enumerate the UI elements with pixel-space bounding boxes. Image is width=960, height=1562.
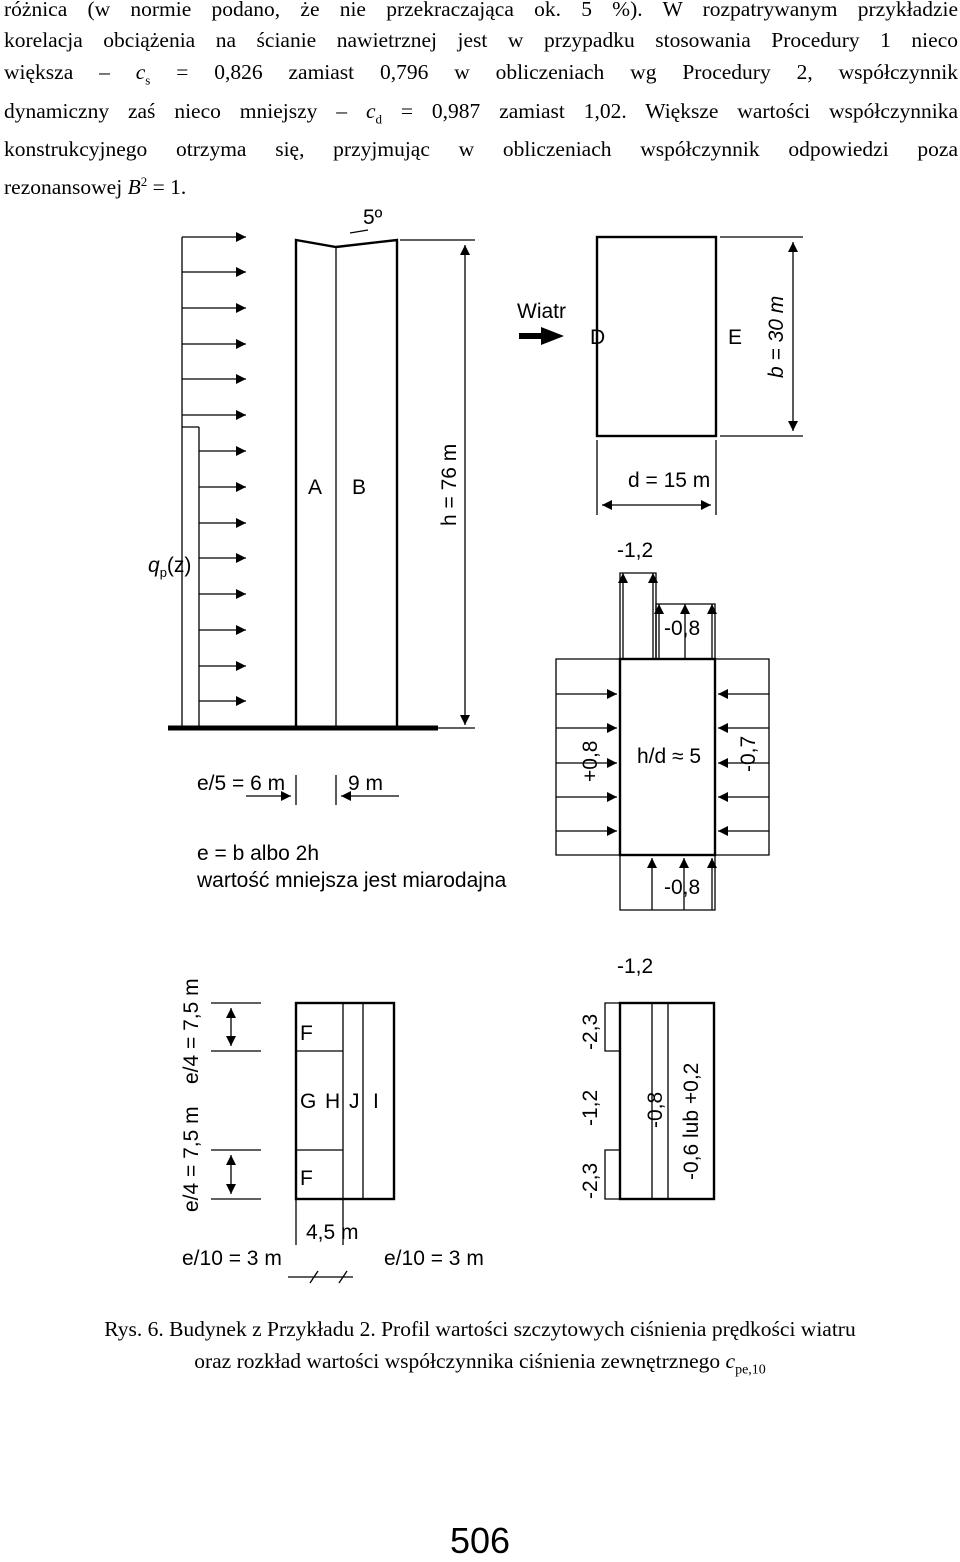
- text-line: różnica (w normie podano, że nie przekraczająca ok. 5 %). W rozpatrywanym przykładzie: [4, 0, 958, 21]
- wind-label: Wiatr: [517, 300, 566, 323]
- e4-label: e/4 = 7,5 m: [180, 1106, 203, 1212]
- coef-label: -1,2: [579, 1089, 602, 1126]
- roof-angle-label: 5º: [363, 206, 383, 229]
- qp-label: $q_p(z)$: [148, 554, 192, 580]
- caption-line: oraz rozkład wartości współczynnika ciśnienia zewnętrznego $c_{pe,10}$: [194, 1349, 766, 1378]
- coef-label: -0,8: [664, 876, 701, 899]
- zone-h-label: H: [325, 1090, 341, 1113]
- e10-label: e/10 = 3 m: [182, 1247, 282, 1270]
- zone-a-label: A: [308, 476, 323, 499]
- zone-g-label: G: [300, 1090, 317, 1113]
- wind-arrow-icon: [519, 327, 564, 345]
- width-label: 4,5 m: [306, 1221, 359, 1244]
- page-number: 506: [449, 1520, 511, 1561]
- zone-f-label: F: [300, 1167, 313, 1190]
- coef-label: -0,6 lub +0,2: [680, 1062, 703, 1180]
- text-line: rezonansowej $B^2 = 1$.: [4, 173, 187, 199]
- coef-label: +0,8: [579, 740, 602, 782]
- coef-label: -0,8: [664, 617, 701, 640]
- pressure-profile: [182, 237, 246, 727]
- text-line: dynamiczny zaś nieco mniejszy – $c_d = 0,987$ zamiast 1,02. Większe wartości współczynnika: [4, 98, 959, 126]
- e-definition-note: wartość mniejsza jest miarodajna: [197, 869, 507, 892]
- coef-label: -1,2: [617, 539, 654, 562]
- coef-label: -0,7: [737, 735, 760, 772]
- text-line: konstrukcyjnego otrzyma się, przyjmując w obliczeniach współczynnik odpowiedzi poza: [4, 137, 958, 162]
- coef-label: -0,8: [644, 1091, 667, 1128]
- e4-label: e/4 = 7,5 m: [180, 978, 203, 1084]
- coef-label: -2,3: [579, 1013, 602, 1050]
- zone-j-label: J: [349, 1090, 360, 1113]
- angle-leader: [350, 230, 368, 233]
- b-dimension-label: b = 30 m: [765, 295, 788, 378]
- hd-ratio-label: h/d ≈ 5: [637, 745, 702, 768]
- d-dimension-label: d = 15 m: [628, 469, 711, 492]
- zone-i-label: I: [373, 1090, 379, 1113]
- e-definition: e = b albo 2h: [197, 842, 320, 865]
- figure-caption: [0, 1313, 960, 1386]
- zone-d-label: D: [590, 326, 606, 349]
- zone-e-label: E: [728, 326, 743, 349]
- text-line: korelacja obciążenia na ścianie nawietrznej jest w przypadku stosowania Procedury 1 nieco: [4, 28, 958, 53]
- caption-line: Rys. 6. Budynek z Przykładu 2. Profil wartości szczytowych ciśnienia prędkości wiatru: [104, 1317, 856, 1341]
- zone-b-label: B: [352, 476, 367, 499]
- coef-label: -1,2: [617, 955, 654, 978]
- h-dimension-label: h = 76 m: [438, 443, 461, 526]
- plan-view: [597, 237, 716, 436]
- e10-label: e/10 = 3 m: [384, 1247, 484, 1270]
- coef-label: -2,3: [579, 1162, 602, 1199]
- nine-m-label: 9 m: [348, 772, 384, 795]
- zone-f-label: F: [300, 1022, 313, 1045]
- text-line: większa – $c_s = 0,826$ zamiast 0,796 w obliczeniach wg Procedury 2, współczynnik: [4, 59, 958, 88]
- e5-label: e/5 = 6 m: [197, 772, 286, 795]
